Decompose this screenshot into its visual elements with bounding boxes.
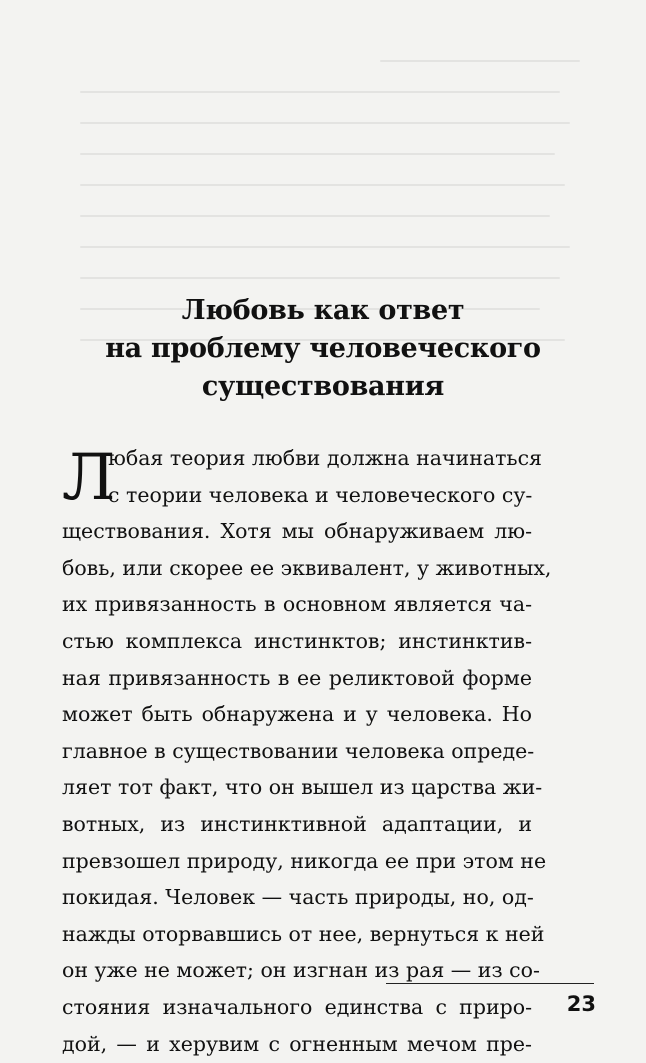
text-line: юбая теория любви должна начинаться xyxy=(108,446,542,470)
chapter-title xyxy=(0,292,646,406)
text-line: стью комплекса инстинктов; инстинктив- xyxy=(62,628,532,653)
text-line: покидая. Человек — часть природы, но, од- xyxy=(62,885,534,910)
text-line: ная привязанность в ее реликтовой форме xyxy=(62,665,532,690)
text-line: может быть обнаружена и у человека. Но xyxy=(62,702,532,727)
chapter-title-line-2: на проблему человеческого xyxy=(105,333,541,364)
footer-rule xyxy=(386,983,594,984)
chapter-title-line-1: Любовь как ответ xyxy=(181,295,465,326)
text-line: главное в существовании человека опреде- xyxy=(62,738,535,763)
drop-cap: Л xyxy=(62,441,116,515)
text-line: вотных, из инстинктивной адаптации, и xyxy=(62,811,532,836)
text-line: с теории человека и человеческого су- xyxy=(108,482,533,507)
body-paragraph xyxy=(62,440,552,1062)
text-line: превзошел природу, никогда ее при этом не xyxy=(62,848,547,873)
text-line: бовь, или скорее ее эквивалент, у животных, xyxy=(62,555,552,580)
text-line: ляет тот факт, что он вышел из царства жи- xyxy=(62,775,543,800)
text-line: дой, — и херувим с огненным мечом пре- xyxy=(62,1031,532,1056)
text-line: стояния изначального единства с приро- xyxy=(62,994,532,1019)
text-line: их привязанность в основном является ча- xyxy=(62,592,532,617)
text-line: ществования. Хотя мы обнаруживаем лю- xyxy=(62,519,532,544)
page-number: 23 xyxy=(566,992,596,1016)
text-line: нажды оторвавшись от нее, вернуться к ней xyxy=(62,921,545,946)
chapter-title-line-3: существования xyxy=(201,371,445,402)
text-line: он уже не может; он изгнан из рая — из со- xyxy=(62,958,540,983)
